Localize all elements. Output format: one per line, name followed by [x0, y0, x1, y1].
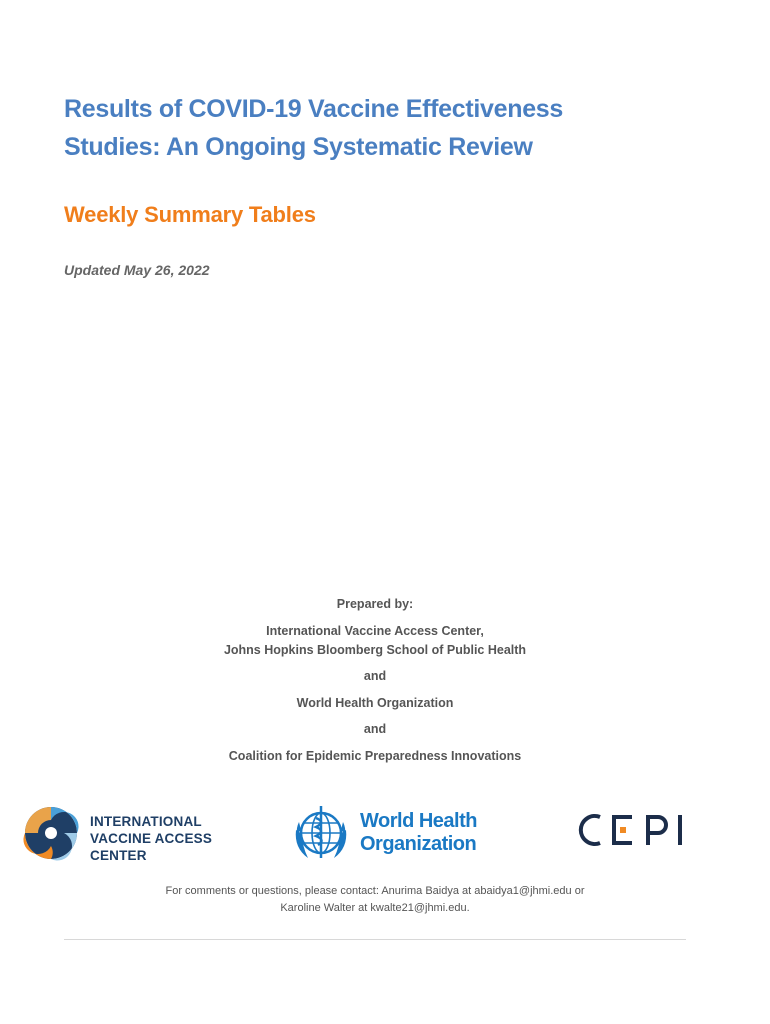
contact-line-1: For comments or questions, please contact: Anurima Baidya at abaidya1@jhmi.edu or — [165, 885, 585, 897]
ivac-swirl-icon — [20, 802, 82, 864]
contact-line-2: Karoline Walter at kwalte21@jhmi.edu. — [280, 902, 470, 914]
prepared-org-3: Coalition for Epidemic Preparedness Innovations — [228, 749, 522, 763]
who-line-2: Organization — [360, 833, 477, 855]
prepared-by-label: Prepared by: — [336, 597, 414, 611]
prepared-org-1-line-2: Johns Hopkins Bloomberg School of Public Health — [223, 643, 527, 657]
who-line-1: World Health — [360, 810, 477, 832]
who-wordmark — [360, 810, 477, 856]
prepared-org-2: World Health Organization — [296, 696, 454, 710]
title-line-1: Results of COVID-19 Vaccine Effectiveness — [64, 95, 564, 123]
cepi-logo — [576, 805, 706, 855]
footer-divider — [64, 939, 686, 940]
ivac-line-1: INTERNATIONAL — [90, 814, 202, 829]
updated-date: Updated May 26, 2022 — [64, 262, 210, 278]
prepared-and-1: and — [363, 669, 387, 683]
prepared-and-2: and — [363, 722, 387, 736]
ivac-logo — [20, 802, 220, 864]
prepared-org-1-line-1: International Vaccine Access Center, — [266, 624, 484, 638]
document-title — [64, 90, 704, 166]
logo-strip — [0, 795, 770, 870]
cepi-wordmark — [576, 805, 706, 855]
who-logo — [288, 800, 488, 866]
who-emblem-icon — [288, 800, 354, 866]
ivac-wordmark — [90, 813, 212, 864]
ivac-line-3: CENTER — [90, 848, 147, 863]
title-line-2: Studies: An Ongoing Systematic Review — [64, 133, 533, 161]
document-subtitle: Weekly Summary Tables — [64, 202, 316, 227]
ivac-line-2: VACCINE ACCESS — [90, 831, 213, 846]
contact-note — [0, 883, 750, 917]
